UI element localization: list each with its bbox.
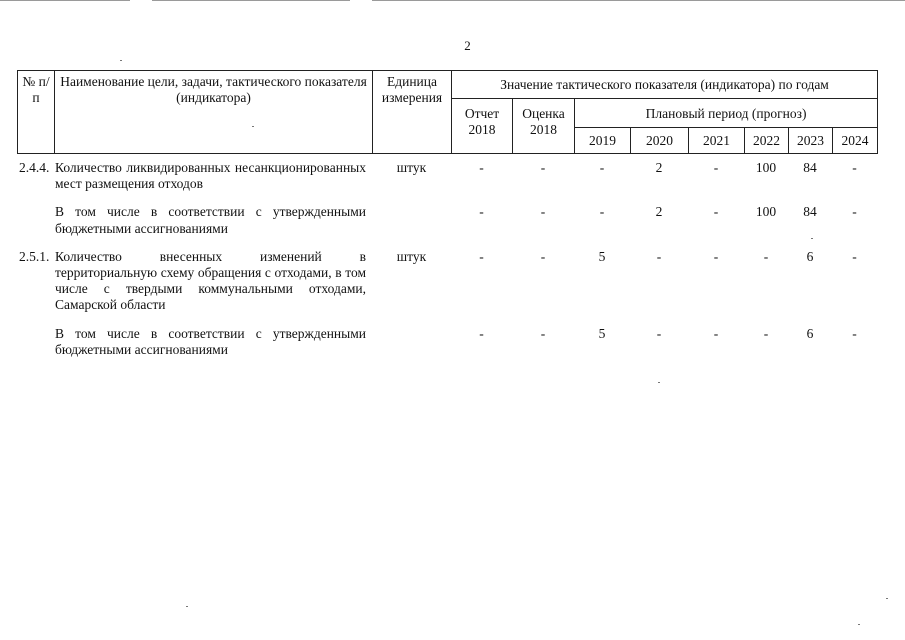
row-value: - (656, 325, 662, 341)
scan-speck (120, 60, 122, 61)
row-value: - (540, 325, 546, 341)
row-number (17, 204, 54, 248)
scan-speck (858, 624, 860, 625)
row-value: - (852, 325, 857, 341)
row-number (17, 326, 54, 358)
row-unit (372, 204, 451, 248)
indicator-table-header (17, 70, 878, 154)
top-edge-line-left (0, 0, 130, 1)
row-value: - (656, 248, 662, 264)
row-value: - (479, 204, 484, 220)
row-value: 2 (655, 160, 663, 175)
row-unit: штук (396, 160, 427, 175)
row-value: - (763, 248, 769, 264)
scan-speck (252, 126, 254, 127)
table-row (17, 160, 877, 204)
header-year: 2023 (789, 128, 833, 154)
row-value: - (852, 204, 857, 220)
row-value: 100 (755, 160, 777, 175)
row-value: 6 (806, 325, 814, 341)
header-year: 2022 (745, 128, 789, 154)
row-name: Количество ликвидированных несанкционированных мест размещения отходов (55, 160, 366, 192)
header-number: № п/п (18, 71, 55, 154)
header-estimate: Оценка 2018 (513, 99, 575, 154)
row-name: Количество внесенных изменений в территориальную схему обращения с отходами, в том числе с твердыми коммунальными отходами, Самарской области (55, 248, 366, 313)
header-name: Наименование цели, задачи, тактического показателя (индикатора) (55, 71, 373, 154)
table-row (17, 204, 877, 248)
row-value: 5 (598, 325, 606, 341)
header-year: 2019 (575, 128, 631, 154)
row-unit (372, 326, 451, 358)
row-value: - (479, 160, 484, 175)
row-value: 6 (806, 248, 814, 264)
page-number: 2 (464, 38, 471, 53)
row-value: 5 (598, 248, 606, 264)
header-plan-period: Плановый период (прогноз) (575, 99, 878, 128)
scan-speck (658, 382, 660, 383)
row-number: 2.4.4. (19, 160, 50, 175)
row-unit: штук (396, 248, 427, 264)
row-value: 84 (803, 160, 817, 175)
top-edge-line-middle (152, 0, 350, 1)
row-value: - (763, 325, 769, 341)
row-name: В том числе в соответствии с утвержденными бюджетными ассигнованиями (55, 204, 366, 236)
row-value: - (479, 248, 484, 264)
row-name: В том числе в соответствии с утвержденными бюджетными ассигнованиями (55, 325, 366, 357)
scan-speck (886, 598, 888, 599)
row-value: - (713, 204, 719, 220)
scan-speck (186, 606, 188, 607)
row-value: - (479, 325, 484, 341)
header-report: Отчет 2018 (452, 99, 513, 154)
row-value: - (852, 248, 857, 264)
top-edge-line-right (372, 0, 905, 1)
header-values-by-year: Значение тактического показателя (индикатора) по годам (452, 71, 878, 99)
row-value: - (713, 325, 719, 341)
row-value: - (713, 160, 719, 175)
row-number: 2.5.1. (19, 248, 50, 264)
row-value: 2 (655, 204, 663, 220)
row-value: 100 (755, 204, 777, 220)
header-year: 2020 (631, 128, 689, 154)
row-value: - (540, 160, 546, 175)
table-row (17, 326, 877, 358)
header-unit: Единица измерения (373, 71, 452, 154)
header-year: 2021 (689, 128, 745, 154)
table-row (17, 249, 877, 326)
row-value: - (540, 204, 546, 220)
row-value: - (540, 248, 546, 264)
header-year: 2024 (833, 128, 878, 154)
row-value: - (713, 248, 719, 264)
indicator-table-body (17, 160, 877, 358)
row-value: - (599, 204, 605, 220)
scan-speck (811, 238, 813, 239)
row-value: - (852, 160, 857, 175)
row-value: 84 (803, 204, 817, 220)
row-value: - (599, 160, 605, 175)
